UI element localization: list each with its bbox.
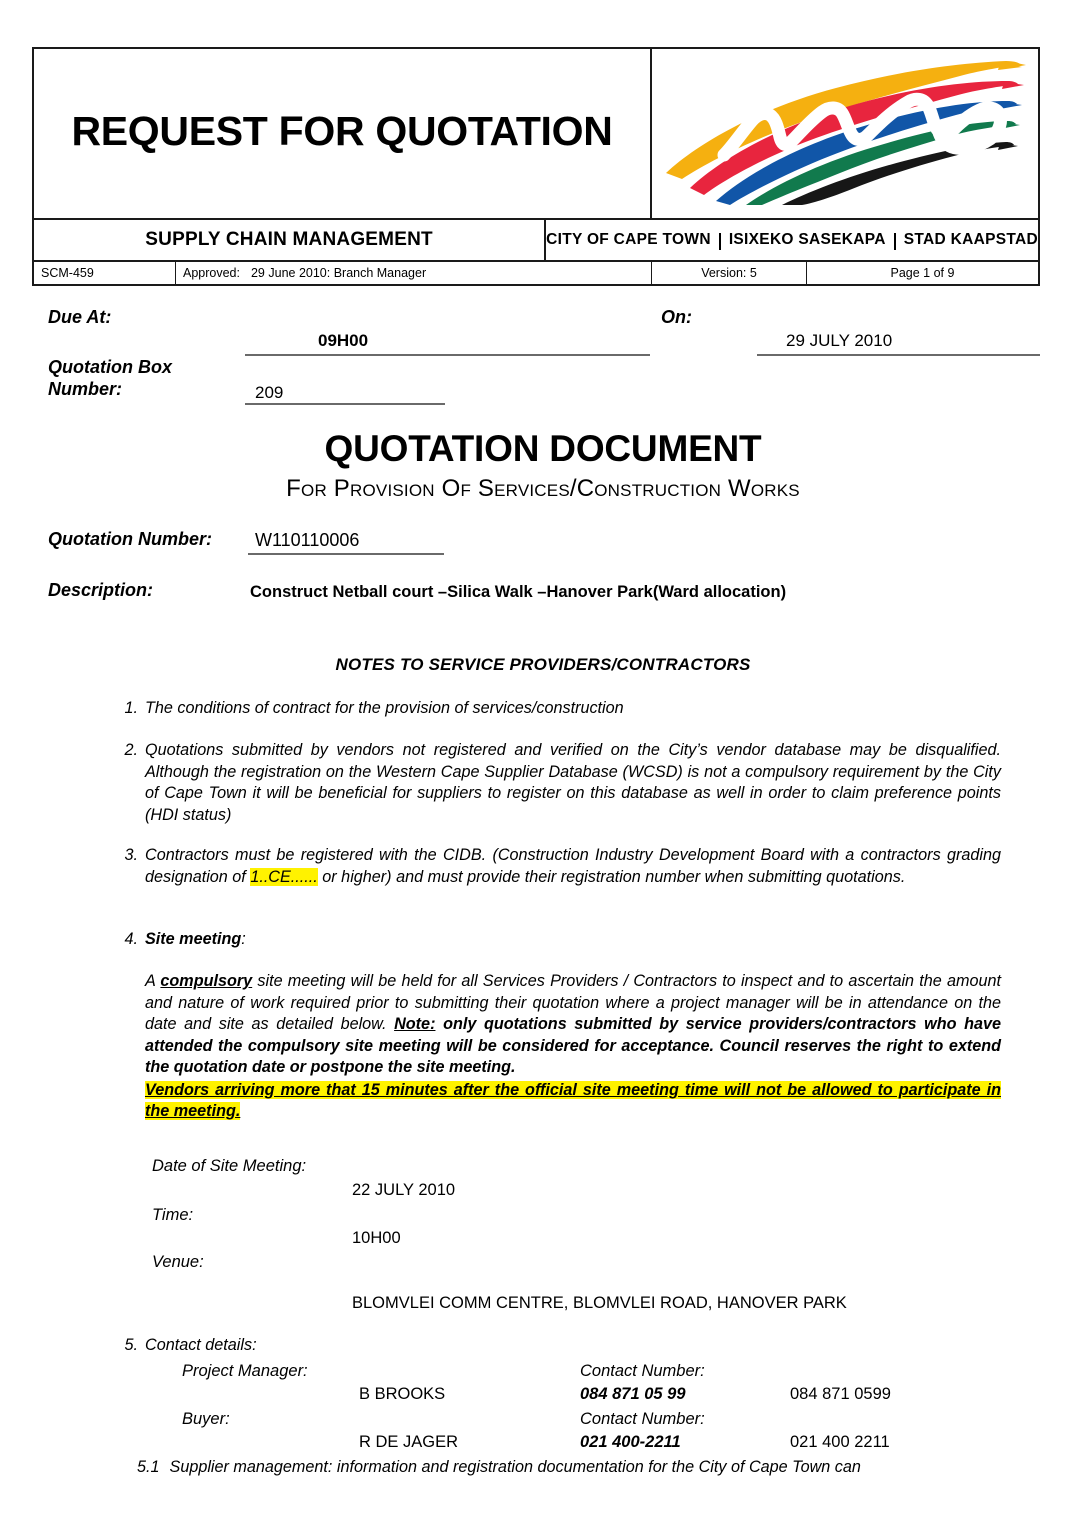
site-meeting-venue-label: Venue: — [152, 1253, 204, 1271]
quotation-box-underline — [245, 403, 445, 405]
buyer-number-plain[interactable]: 021 400 2211 — [790, 1433, 890, 1451]
on-date-underline — [757, 354, 1040, 356]
late-arrival-warning — [145, 1080, 1001, 1123]
note-item-5-1 — [137, 1458, 1017, 1477]
note-item-4 — [124, 929, 1001, 951]
description-label: Description: — [48, 580, 154, 600]
para4-part-c: only quotations submitted by service providers/contractors who have attended the compulsory site meeting will be considered for acceptance. Council reserves the right to extend the quotation date or postpone the site meeting. — [145, 1015, 1002, 1076]
site-meeting-time-value[interactable]: 10H00 — [352, 1229, 401, 1247]
site-meeting-heading-colon: : — [241, 930, 246, 948]
compulsory-emphasis: compulsory — [160, 972, 253, 990]
page-number-cell — [807, 262, 1038, 284]
para4-part-b: site meeting will be held for all Services Providers / Contractors to inspect and to ascertain the amount and nature of work required prior to submitting their quotation where a project manager will be in attendance on the date and site as detailed below. — [145, 972, 1001, 1033]
note-text: The conditions of contract for the provision of services/construction — [145, 699, 624, 717]
header-meta-row — [34, 260, 1038, 284]
para4-part-a: A — [145, 972, 161, 990]
document-subtitle: For Provision Of Services/Construction Works — [286, 475, 800, 502]
brand-trilingual-line — [546, 231, 1038, 249]
city-of-cape-town-logo-icon — [660, 55, 1030, 205]
quotation-number-value[interactable]: W110110006 — [255, 530, 360, 550]
page-number: Page 1 of 9 — [890, 266, 955, 280]
document-title: QUOTATION DOCUMENT — [324, 428, 762, 469]
form-code-cell — [34, 262, 176, 284]
header-logo-cell — [652, 49, 1038, 218]
note-emphasis-label: Note: — [394, 1015, 436, 1033]
buyer-contact-label: Contact Number: — [580, 1410, 705, 1428]
note-number: 3. — [124, 846, 138, 864]
description-value[interactable]: Construct Netball court –Silica Walk –Hanover Park(Ward allocation) — [250, 583, 787, 601]
note-item-1 — [124, 698, 1001, 720]
approved-value: 29 June 2010: Branch Manager — [250, 266, 427, 280]
note-text: Quotations submitted by vendors not registered and verified on the City’s vendor database may be disqualified. Although the registration on the Western Cape Supplier Database (WCSD) is not a compulsory requirement by the City of Cape Town it will be beneficial for suppliers to register on this database as well in order to claim preference points (HDI status) — [145, 741, 1001, 824]
notes-section-heading: NOTES TO SERVICE PROVIDERS/CONTRACTORS — [335, 655, 751, 674]
project-manager-label: Project Manager: — [182, 1362, 308, 1380]
header-title-cell — [34, 49, 652, 218]
note-item-3 — [124, 845, 1001, 888]
note-text: Supplier management: information and registration documentation for the City of Cape Town can — [169, 1458, 861, 1476]
approved-label: Approved: — [183, 266, 240, 280]
brand-separator-icon — [894, 233, 896, 250]
note-number: 1. — [124, 699, 138, 717]
site-meeting-date-value[interactable]: 22 JULY 2010 — [352, 1181, 456, 1199]
header-department-cell — [34, 220, 546, 260]
note-number: 5. — [124, 1336, 138, 1354]
quotation-box-label-line2: Number: — [48, 379, 123, 399]
note-number: 4. — [124, 930, 138, 948]
header-department-row — [34, 218, 1038, 260]
quotation-box-value[interactable]: 209 — [255, 383, 284, 402]
header-title-row — [34, 49, 1038, 218]
project-manager-name: B BROOKS — [359, 1385, 446, 1403]
note-item-2 — [124, 740, 1001, 826]
due-at-underline — [245, 354, 650, 356]
document-header-table — [32, 47, 1040, 286]
buyer-name: R DE JAGER — [359, 1433, 459, 1451]
site-meeting-paragraph — [145, 971, 1001, 1123]
site-meeting-venue-value[interactable]: BLOMVLEI COMM CENTRE, BLOMVLEI ROAD, HANOVER PARK — [352, 1294, 847, 1312]
buyer-number-bold[interactable]: 021 400-2211 — [580, 1433, 681, 1451]
site-meeting-time-label: Time: — [152, 1206, 194, 1224]
note-item-5 — [124, 1335, 1015, 1357]
brand-afrikaans: STAD KAAPSTAD — [903, 231, 1038, 248]
quotation-number-label: Quotation Number: — [48, 529, 212, 549]
approved-cell — [176, 262, 652, 284]
project-manager-number-bold[interactable]: 084 871 05 99 — [580, 1385, 686, 1403]
version-value: Version: 5 — [701, 266, 757, 280]
site-meeting-date-label: Date of Site Meeting: — [152, 1157, 307, 1175]
brand-xhosa: ISIXEKO SASEKAPA — [728, 231, 886, 248]
project-manager-contact-label: Contact Number: — [580, 1362, 705, 1380]
cidb-grading-highlight: 1..CE...... — [250, 867, 318, 886]
on-date-label: On: — [661, 307, 692, 327]
project-manager-number-plain[interactable]: 084 871 0599 — [790, 1385, 891, 1403]
due-at-value[interactable]: 09H00 — [318, 331, 369, 350]
version-cell — [652, 262, 807, 284]
contact-details-heading: Contact details: — [145, 1336, 257, 1354]
brand-english: CITY OF CAPE TOWN — [546, 231, 711, 248]
quotation-number-underline — [248, 553, 444, 555]
late-arrival-warning-text: Vendors arriving more that 15 minutes after the official site meeting time will not be allowed to participate in the meeting. — [145, 1080, 1001, 1120]
note-text-part1: Contractors must be registered with the CIDB. (Construction Industry Development Board with a contractors grading designation of — [145, 846, 1001, 886]
buyer-label: Buyer: — [182, 1410, 230, 1428]
note-text-part2: or higher) and must provide their registration number when submitting quotations. — [317, 867, 906, 886]
quotation-box-label-line1: Quotation Box — [48, 357, 172, 377]
form-code: SCM-459 — [41, 266, 94, 280]
site-meeting-heading: Site meeting — [145, 930, 242, 948]
header-brand-cell — [546, 220, 1038, 260]
due-at-label: Due At: — [48, 307, 112, 327]
note-number: 2. — [124, 741, 138, 759]
department-title: SUPPLY CHAIN MANAGEMENT — [145, 229, 433, 250]
page-title: REQUEST FOR QUOTATION — [71, 108, 613, 154]
on-date-value[interactable]: 29 JULY 2010 — [786, 331, 893, 350]
brand-separator-icon — [719, 233, 721, 250]
note-number: 5.1 — [137, 1458, 160, 1476]
